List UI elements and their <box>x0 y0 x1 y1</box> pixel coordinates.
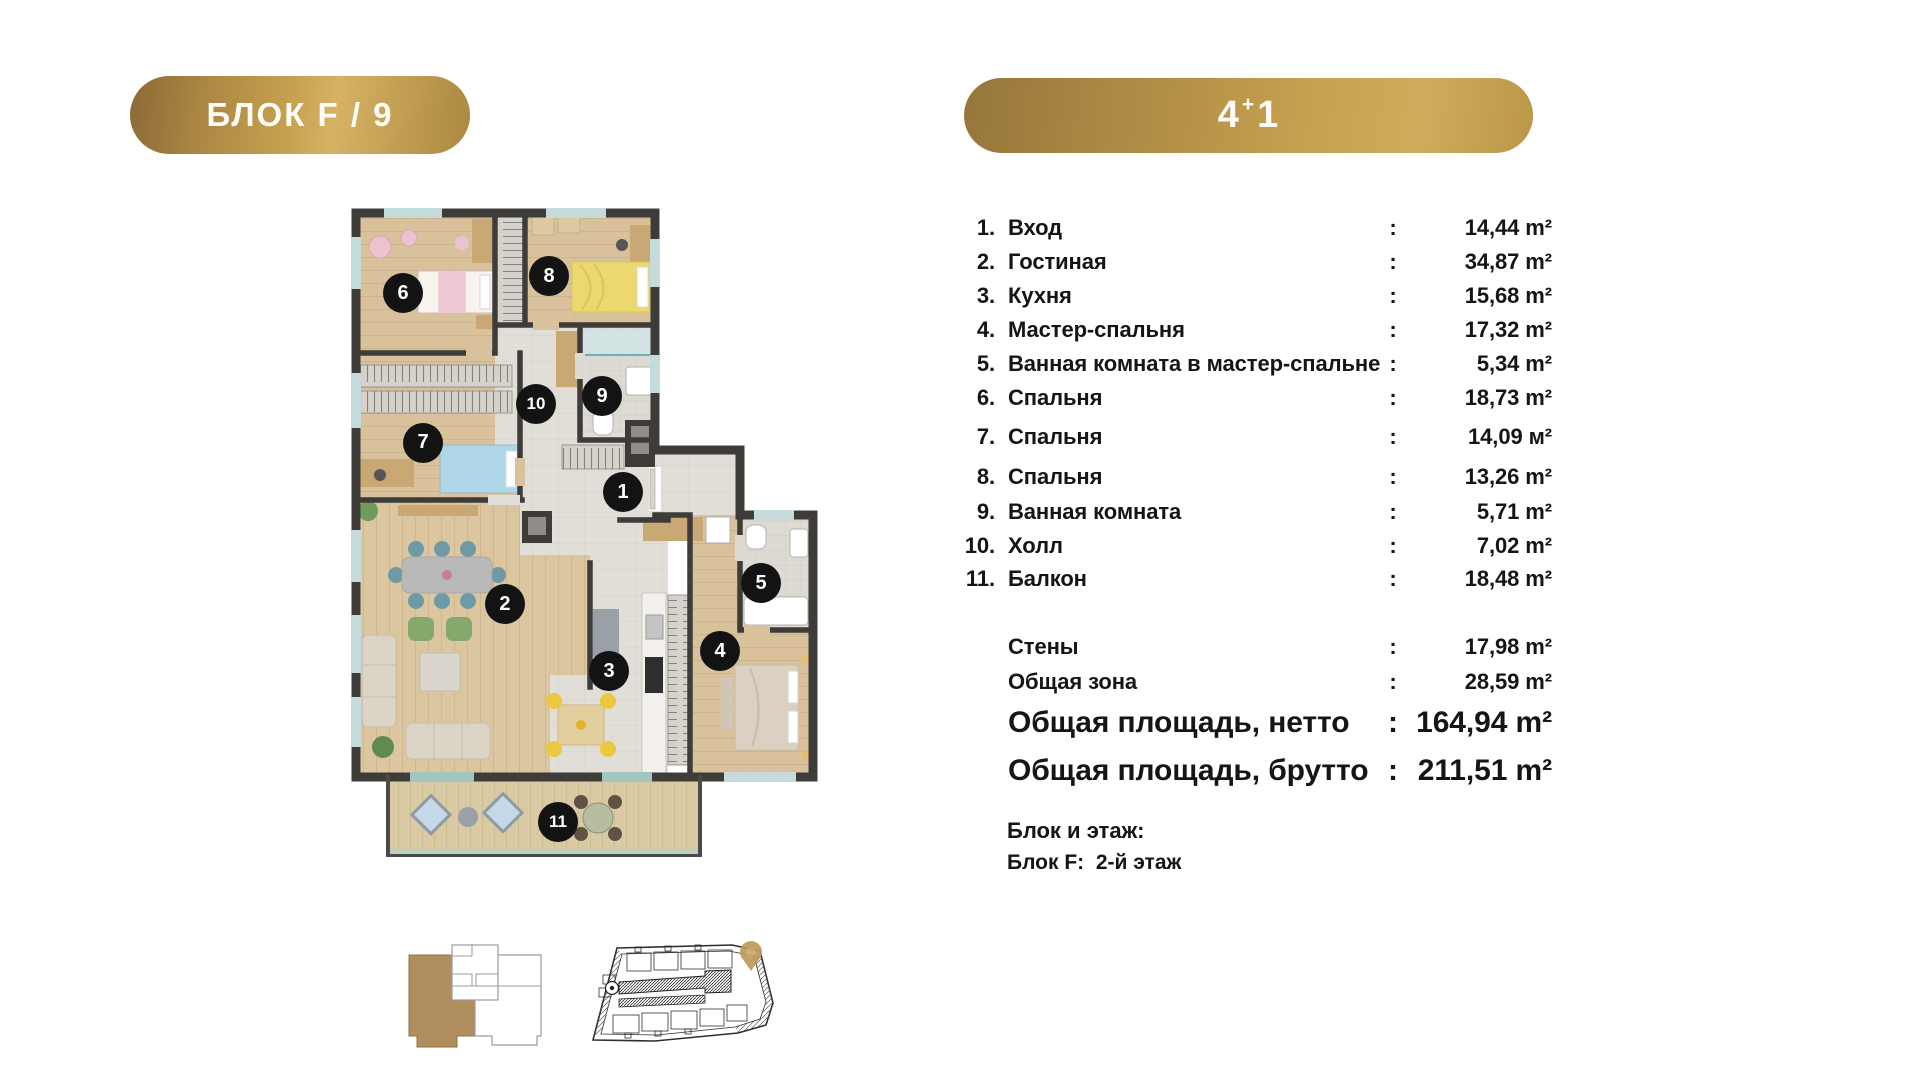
plan-marker-6: 6 <box>383 273 423 313</box>
colon-separator: : <box>1389 249 1397 274</box>
room-number: 6. <box>976 385 995 410</box>
room-number: 9. <box>976 499 995 524</box>
room-list <box>950 205 1552 591</box>
colon-separator: : <box>1389 351 1397 376</box>
room-label: Спальня <box>1008 424 1103 449</box>
colon-separator: : <box>1389 215 1397 240</box>
site-plan-drawing <box>555 925 805 1070</box>
room-number: 2. <box>976 249 995 274</box>
room-label: Балкон <box>1008 566 1087 591</box>
room-area: 18,48 m² <box>1464 566 1552 591</box>
room-area: 15,68 m² <box>1464 283 1552 308</box>
room-area: 211,51 m² <box>1417 754 1552 787</box>
room-number: 10. <box>964 533 995 558</box>
room-row <box>950 500 1552 524</box>
plan-marker-11: 11 <box>538 802 578 842</box>
unit-type-left: 4 <box>1217 94 1240 136</box>
site-plan-map <box>555 925 805 1070</box>
room-row <box>950 670 1552 694</box>
plan-marker-4: 4 <box>700 631 740 671</box>
room-area: 14,09 м² <box>1468 424 1552 449</box>
room-area: 13,26 m² <box>1464 464 1552 489</box>
room-area: 18,73 m² <box>1464 385 1552 410</box>
room-area: 17,98 m² <box>1464 634 1552 659</box>
room-label: Стены <box>1008 634 1079 659</box>
room-area: 28,59 m² <box>1464 669 1552 694</box>
room-area: 7,02 m² <box>1476 533 1552 558</box>
entrance-1 <box>562 445 624 469</box>
room-area: 34,87 m² <box>1464 249 1552 274</box>
room-label: Ванная комната <box>1008 499 1182 524</box>
block-footprint-drawing <box>408 944 542 1048</box>
room-area: 5,34 m² <box>1476 351 1552 376</box>
colon-separator: : <box>1388 706 1398 739</box>
unit-type-plus-icon: + <box>1241 93 1256 117</box>
block-info-title: Блок и этаж: <box>1007 818 1145 843</box>
room-label: Общая площадь, брутто <box>1008 754 1369 787</box>
floorplan <box>350 205 820 865</box>
unit-type-badge <box>964 78 1533 153</box>
room-label: Общая площадь, нетто <box>1008 706 1350 739</box>
room-label: Ванная комната в мастер-спальне <box>1008 351 1381 376</box>
room-row <box>950 284 1552 308</box>
room-area: 17,32 m² <box>1464 317 1552 342</box>
closet <box>497 215 523 323</box>
colon-separator: : <box>1389 533 1397 558</box>
room-area: 5,71 m² <box>1476 499 1552 524</box>
unit-type-right: 1 <box>1257 94 1280 136</box>
colon-separator: : <box>1389 283 1397 308</box>
room-row <box>950 752 1552 790</box>
floorplan-drawing <box>350 205 820 865</box>
room-row <box>950 635 1552 659</box>
room-number: 8. <box>976 464 995 489</box>
room-row <box>950 250 1552 274</box>
plan-marker-8: 8 <box>529 256 569 296</box>
block-badge <box>130 76 470 154</box>
room-row <box>950 216 1552 240</box>
room-row <box>950 318 1552 342</box>
block-badge-label: БЛОК F / 9 <box>206 96 394 133</box>
room-row <box>950 704 1552 742</box>
room-label: Гостиная <box>1008 249 1107 274</box>
colon-separator: : <box>1389 566 1397 591</box>
room-number: 5. <box>976 351 995 376</box>
room-number: 3. <box>976 283 995 308</box>
hall-10 <box>556 331 578 387</box>
room-row <box>950 534 1552 558</box>
plan-marker-5: 5 <box>741 563 781 603</box>
room-row <box>950 352 1552 376</box>
colon-separator: : <box>1389 385 1397 410</box>
room-label: Общая зона <box>1008 669 1138 694</box>
room-label: Вход <box>1008 215 1062 240</box>
room-row <box>950 425 1552 449</box>
room-label: Кухня <box>1008 283 1072 308</box>
room-label: Спальня <box>1008 385 1103 410</box>
room-number: 1. <box>976 215 995 240</box>
room-label: Мастер-спальня <box>1008 317 1185 342</box>
totals-list <box>950 635 1552 790</box>
block-info <box>1007 818 1181 875</box>
room-row <box>950 567 1552 591</box>
plan-marker-2: 2 <box>485 584 525 624</box>
colon-separator: : <box>1389 634 1397 659</box>
room-area: 14,44 m² <box>1464 215 1552 240</box>
room-number: 11. <box>965 566 995 591</box>
colon-separator: : <box>1389 317 1397 342</box>
colon-separator: : <box>1388 754 1398 787</box>
room-area: 164,94 m² <box>1416 706 1552 739</box>
room-label: Спальня <box>1008 464 1103 489</box>
plan-marker-10: 10 <box>516 384 556 424</box>
plan-marker-9: 9 <box>582 376 622 416</box>
plan-marker-7: 7 <box>403 423 443 463</box>
room-label: Холл <box>1008 533 1063 558</box>
room-row <box>950 465 1552 489</box>
room-row <box>950 386 1552 410</box>
room-number: 4. <box>976 317 995 342</box>
plan-marker-3: 3 <box>589 651 629 691</box>
colon-separator: : <box>1389 499 1397 524</box>
plan-marker-1: 1 <box>603 472 643 512</box>
colon-separator: : <box>1389 464 1397 489</box>
colon-separator: : <box>1389 669 1397 694</box>
block-info-value: Блок F: 2-й этаж <box>1007 851 1182 874</box>
room-number: 7. <box>976 424 995 449</box>
colon-separator: : <box>1389 424 1397 449</box>
block-footprint-map <box>408 944 542 1048</box>
